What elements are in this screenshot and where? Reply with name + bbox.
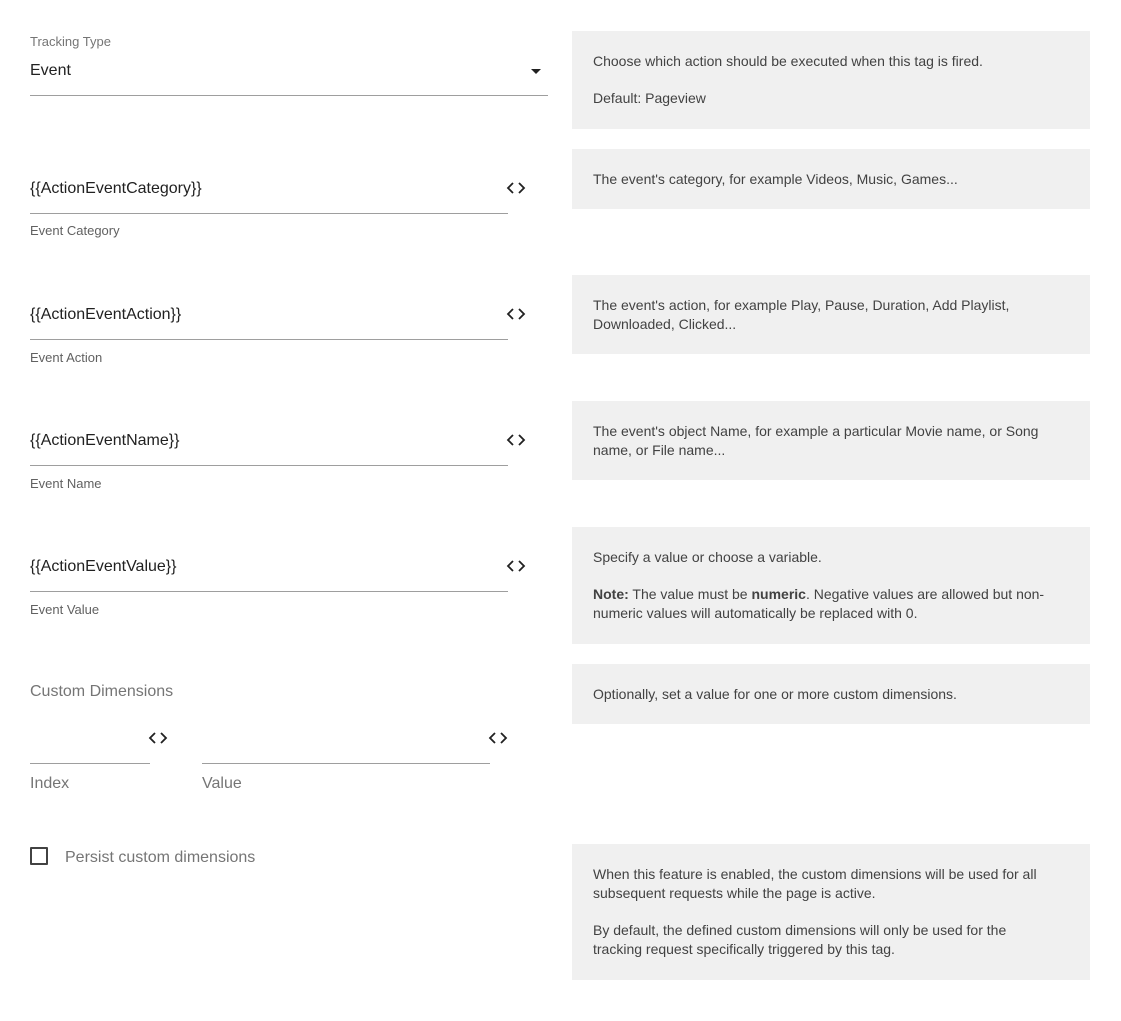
dimension-value-label: Value (202, 775, 242, 792)
code-brackets-icon[interactable] (506, 559, 526, 573)
help-text: Choose which action should be executed when this tag is fired. (593, 53, 983, 69)
event-category-input[interactable]: {{ActionEventCategory}} (30, 180, 202, 197)
persist-checkbox[interactable] (30, 847, 48, 865)
note-text: . Negative values are allowed but non- (805, 586, 1045, 602)
event-name-help (572, 401, 1090, 480)
custom-dimensions-title: Custom Dimensions (30, 683, 174, 700)
persist-checkbox-label[interactable]: Persist custom dimensions (65, 849, 256, 866)
help-text: Default: Pageview (593, 90, 706, 106)
tracking-type-select[interactable] (30, 58, 548, 96)
help-text: The event's action, for example Play, Pause, Duration, Add Playlist, (593, 297, 1010, 313)
help-text: Specify a value or choose a variable. (593, 549, 822, 565)
event-action-underline (30, 339, 508, 340)
code-brackets-icon[interactable] (148, 731, 168, 745)
caret-down-icon (531, 69, 541, 74)
tracking-type-label: Tracking Type (30, 34, 111, 49)
event-value-label: Event Value (30, 602, 100, 617)
event-action-input[interactable]: {{ActionEventAction}} (30, 306, 182, 323)
help-text: numeric values will automatically be replaced with 0. (593, 605, 918, 621)
help-text: When this feature is enabled, the custom dimensions will be used for all (593, 866, 1037, 882)
code-brackets-icon[interactable] (506, 181, 526, 195)
event-action-label: Event Action (30, 350, 103, 365)
tracking-type-underline (30, 95, 548, 96)
help-note (593, 585, 1069, 604)
dimension-value-input[interactable] (202, 730, 482, 752)
tracking-type-help (572, 31, 1090, 129)
tracking-type-value: Event (30, 62, 71, 79)
help-text: subsequent requests while the page is active. (593, 885, 876, 901)
help-text: name, or File name... (593, 442, 726, 458)
persist-help (572, 844, 1090, 980)
help-text: The event's category, for example Videos, Music, Games... (593, 171, 958, 187)
event-value-help (572, 527, 1090, 644)
dimension-index-underline (30, 763, 150, 764)
note-numeric: numeric (751, 586, 806, 602)
note-bold: Note: (593, 586, 629, 602)
dimension-index-label: Index (30, 775, 70, 792)
code-brackets-icon[interactable] (488, 731, 508, 745)
dimension-index-input[interactable] (30, 730, 142, 752)
event-action-help (572, 275, 1090, 354)
help-text: Downloaded, Clicked... (593, 316, 737, 332)
event-value-input[interactable]: {{ActionEventValue}} (30, 558, 177, 575)
code-brackets-icon[interactable] (506, 433, 526, 447)
help-text: By default, the defined custom dimensions will only be used for the (593, 922, 1007, 938)
event-name-underline (30, 465, 508, 466)
note-text: The value must be (628, 586, 752, 602)
custom-dimensions-help (572, 664, 1090, 724)
event-name-label: Event Name (30, 476, 102, 491)
dimension-value-underline (202, 763, 490, 764)
event-value-underline (30, 591, 508, 592)
event-category-help (572, 149, 1090, 209)
help-text: The event's object Name, for example a particular Movie name, or Song (593, 423, 1039, 439)
code-brackets-icon[interactable] (506, 307, 526, 321)
event-category-label: Event Category (30, 223, 120, 238)
event-name-input[interactable]: {{ActionEventName}} (30, 432, 180, 449)
help-text: Optionally, set a value for one or more custom dimensions. (593, 686, 957, 702)
help-text: tracking request specifically triggered by this tag. (593, 941, 895, 957)
event-category-underline (30, 213, 508, 214)
